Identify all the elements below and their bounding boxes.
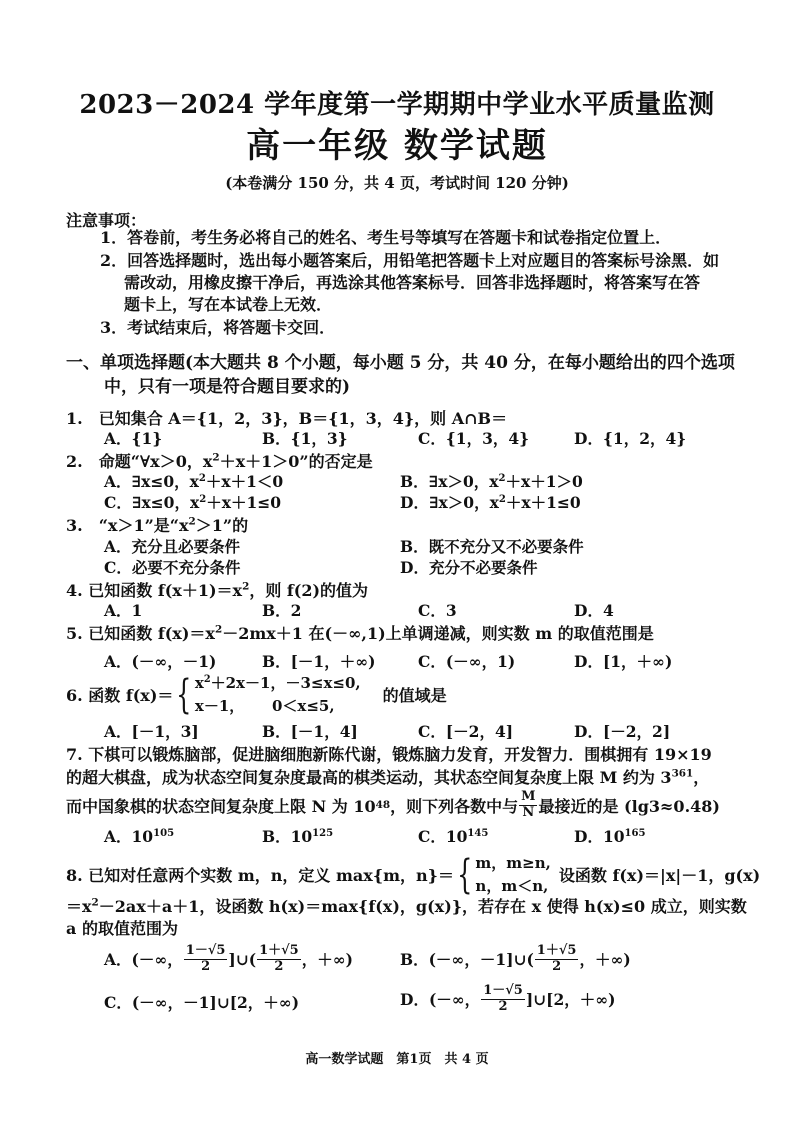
q7-fraction: $\frac{M}{N}$: [521, 789, 536, 820]
q6-piecewise: $x^2+2x-1$，－3≤x≤0, x－1， 0＜x≤5,: [194, 674, 361, 715]
q7-option-d: D．$10^{165}$: [574, 827, 646, 846]
notice-heading: 注意事项：: [66, 211, 147, 230]
page-footer: 高一数学试题 第1页 共 4 页: [305, 1052, 489, 1067]
q8-option-b: B．(－∞，－1]∪( $\frac{1+√5}{2}$ ，＋∞): [400, 943, 631, 974]
q3-stem: 3. “x＞1”是“$x^2>1$”的: [66, 515, 249, 535]
exam-title-line2: 高一年级 数学试题: [246, 126, 548, 166]
q7-line3: 而中国象棋的状态空间复杂度上限 N 为 10 48 ，则下列各数中与 $\frac{M}{N}$ 最接近的是 (lg3≈0.48): [66, 789, 720, 820]
notice-item-2-cont: 需改动，用橡皮擦干净后，再选涂其他答案标号．回答非选择题时，将答案写在答: [124, 273, 701, 292]
section1-heading-cont: 中，只有一项是符合题目要求的): [104, 377, 351, 397]
q7-option-a: A．$10^{105}$: [104, 827, 175, 846]
q1-stem: 1. 已知集合 A＝{1，2，3}，B＝{1，3，4}，则 A∩B＝: [66, 409, 508, 428]
notice-item-1: 1．答卷前，考生务必将自己的姓名、考生号等填写在答题卡和试卷指定位置上．: [100, 228, 672, 247]
q7-option-c: C．$10^{145}$: [418, 827, 489, 846]
q7-line1: 7. 下棋可以锻炼脑部，促进脑细胞新陈代谢，锻炼脑力发育，开发智力．围棋拥有 19×19: [66, 745, 712, 764]
q4-option-c: C．3: [418, 601, 457, 620]
notice-item-2-cont2: 题卡上，写在本试卷上无效．: [124, 295, 333, 314]
q5-option-d: D．[1，＋∞): [574, 652, 673, 671]
q7-line2: 的超大棋盘，成为状态空间复杂度最高的棋类运动，其状态空间复杂度上限 M 约为 $3^{361}$，: [66, 767, 710, 787]
q4-option-d: D．4: [574, 601, 614, 620]
q2-option-b: B．∃x＞0，$x^2+x+1>0$: [400, 472, 583, 491]
q6-brace: {: [176, 671, 192, 718]
q3-option-a: A．充分且必要条件: [104, 537, 241, 556]
q6-option-b: B．[－1，4]: [262, 722, 358, 741]
q8-option-a: A．(－∞， $\frac{1-√5}{2}$ ]∪( $\frac{1+√5}{2}$ ，＋∞): [104, 943, 353, 974]
q8-option-c: C．(－∞，－1]∪[2，＋∞): [104, 993, 300, 1012]
q4-stem: 4. 已知函数 $f(x+1)=x^2$，则 f(2)的值为: [66, 580, 369, 600]
q1-option-c: C．{1，3，4}: [418, 429, 530, 448]
section1-heading: 一、单项选择题(本大题共 8 个小题，每小题 5 分，共 40 分，在每小题给出的四个选项: [66, 353, 735, 373]
exam-title-line1: 2023－2024 学年度第一学期期中学业水平质量监测: [79, 90, 715, 120]
notice-item-2: 2．回答选择题时，选出每小题答案后，用铅笔把答题卡上对应题目的答案标号涂黑．如: [100, 251, 720, 270]
q5-stem: 5. 已知函数 $f(x)=x^2-2mx+1$ 在(－∞,1)上单调递减，则实数 m 的取值范围是: [66, 623, 654, 643]
q2-option-a: A．∃x≤0，$x^2+x+1<0$: [104, 472, 284, 491]
q6-stem: 6. 函数 f(x)＝ { $x^2+2x-1$，－3≤x≤0, x－1， 0＜x≤5, 的值域是: [66, 671, 447, 718]
q8-brace: {: [457, 851, 473, 898]
q1-option-d: D．{1，2，4}: [574, 429, 687, 448]
q3-option-c: C．必要不充分条件: [104, 558, 241, 577]
q8-line3: a 的取值范围为: [66, 919, 178, 938]
exam-subtitle: (本卷满分 150 分，共 4 页，考试时间 120 分钟): [225, 174, 569, 192]
q6-option-a: A．[－1，3]: [104, 722, 199, 741]
q8-line2: $=x^2-2ax+a+1$，设函数 h(x)＝max{f(x)，g(x)}，若存在 x 使得 h(x)≤0 成立，则实数: [66, 896, 747, 916]
q3-option-d: D．充分不必要条件: [400, 558, 538, 577]
q1-option-b: B．{1，3}: [262, 429, 348, 448]
q8-piecewise: m，m≥n, n，m＜n,: [475, 854, 551, 895]
q2-stem: 2. 命题“∀x＞0，$x^2+x+1>0$”的否定是: [66, 451, 373, 471]
q4-option-b: B．2: [262, 601, 302, 620]
q5-option-c: C．(－∞，1): [418, 652, 516, 671]
q8-line1: 8. 已知对任意两个实数 m，n，定义 max{m，n}＝ { m，m≥n, n，m＜n, 设函数 f(x)＝|x|－1，g(x): [66, 851, 761, 898]
q4-option-a: A．1: [104, 601, 143, 620]
q2-option-c: C．∃x≤0，$x^2+x+1\le 0$: [104, 493, 282, 512]
q6-option-d: D．[－2，2]: [574, 722, 671, 741]
q1-option-a: A．{1}: [104, 429, 163, 448]
q5-option-b: B．[－1，＋∞): [262, 652, 376, 671]
q3-option-b: B．既不充分又不必要条件: [400, 537, 584, 556]
q2-option-d: D．∃x＞0，$x^2+x+1\le 0$: [400, 493, 581, 512]
notice-item-3: 3．考试结束后，将答题卡交回．: [100, 318, 336, 337]
q8-option-d: D．(－∞， $\frac{1-√5}{2}$ ]∪[2，＋∞): [400, 983, 616, 1014]
q7-option-b: B．$10^{125}$: [262, 827, 334, 846]
q5-option-a: A．(－∞，－1): [104, 652, 217, 671]
q6-option-c: C．[－2，4]: [418, 722, 514, 741]
